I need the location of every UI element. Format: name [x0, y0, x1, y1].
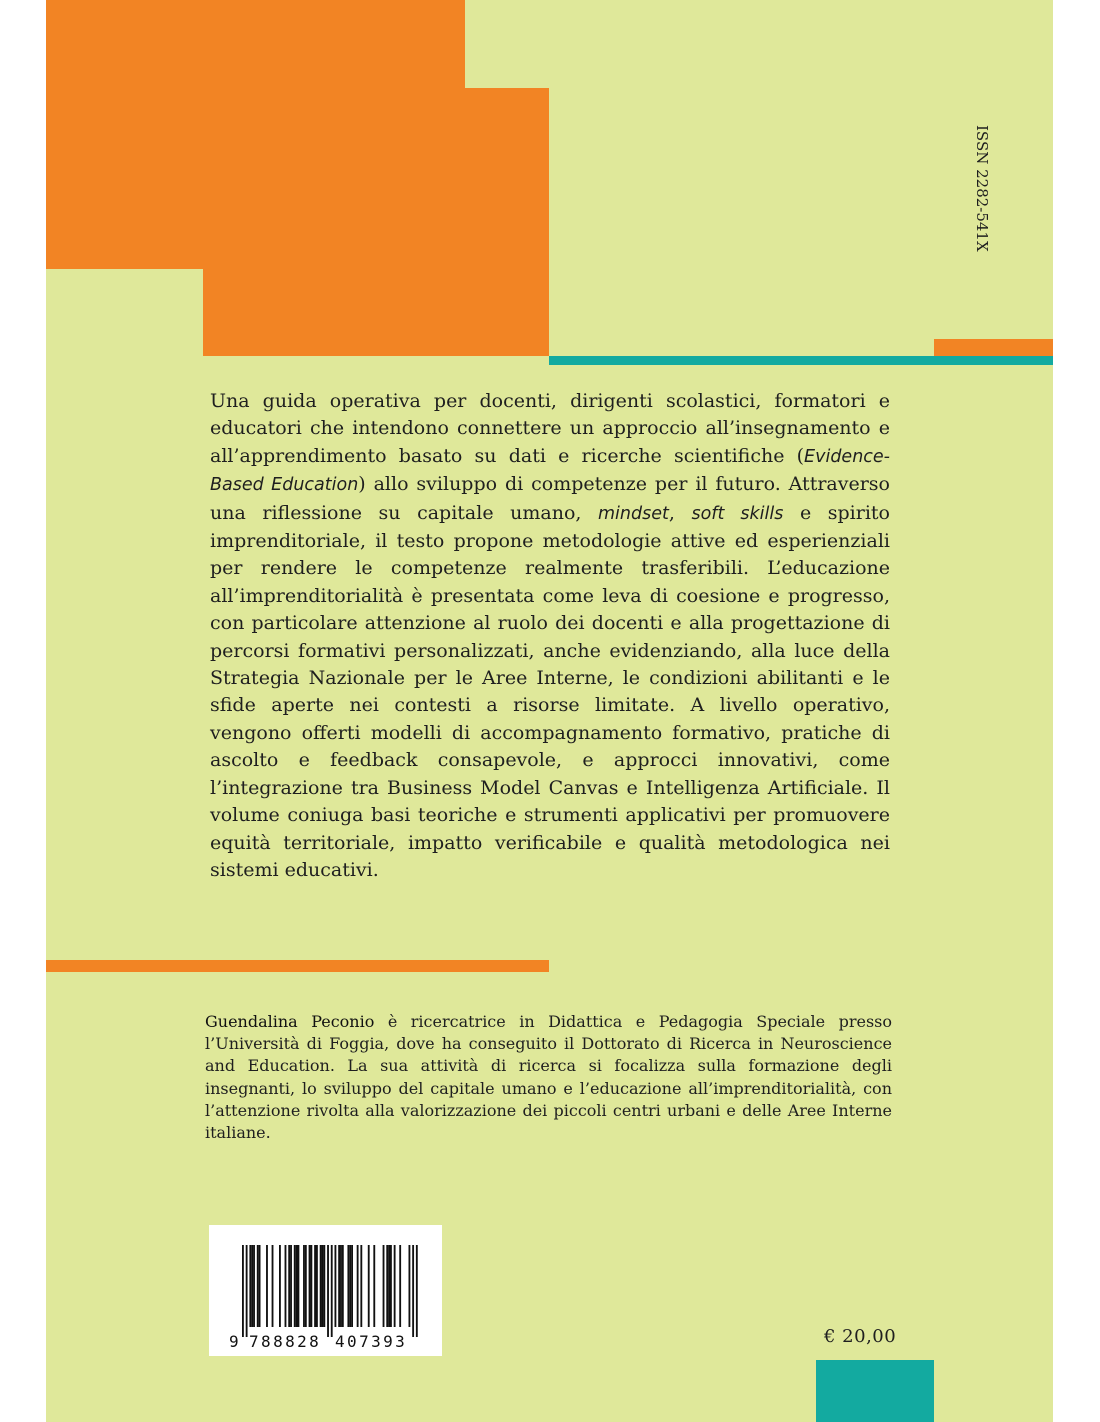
barcode-bar: [290, 1245, 292, 1327]
orange-divider: [46, 960, 549, 972]
teal-block-bottom: [816, 1360, 934, 1422]
barcode-bar: [305, 1245, 307, 1327]
barcode-bar: [249, 1245, 251, 1327]
barcode-bar: [309, 1245, 311, 1327]
barcode-bar: [360, 1245, 362, 1327]
description-segment: ) allo sviluppo di competenze per il futuro. Attraverso una riflessione su capitale umano,: [210, 473, 890, 524]
orange-block-middle: [196, 88, 291, 269]
author-name: Guendalina Peconio: [205, 1012, 375, 1031]
barcode-bar: [272, 1245, 274, 1327]
barcode-bar: [246, 1245, 248, 1337]
barcode: [209, 1225, 442, 1356]
barcode-bar: [316, 1245, 318, 1327]
description-italic-term: Evidence-Based Education: [210, 446, 890, 496]
barcode-bar: [314, 1245, 316, 1327]
barcode-digits: 9: [229, 1332, 242, 1351]
barcode-bar: [342, 1245, 344, 1327]
barcode-bar: [335, 1245, 337, 1327]
barcode-bar: [253, 1245, 255, 1327]
barcode-bar: [399, 1245, 401, 1327]
orange-block-left: [46, 0, 203, 269]
barcode-bar: [412, 1245, 414, 1337]
author-bio-text: è ricercatrice in Didattica e Pedagogia Speciale presso l’Università di Foggia, dove ha conseguito il Dottorato di Ricerca in Neuroscience and Education. La sua attività di ricerca si focalizza sulla formazione degli insegnanti, lo sviluppo del capitale umano e l’educazione all’imprenditorialità, con l’attenzione rivolta alla valorizzazione dei piccoli centri urbani e delle Aree Interne italiane.: [205, 1012, 893, 1143]
orange-block-lower: [203, 268, 303, 356]
barcode-bar: [266, 1245, 268, 1327]
barcode-digits: 788828: [249, 1332, 322, 1351]
description-segment: ,: [668, 501, 692, 524]
barcode-bar: [394, 1245, 396, 1327]
barcode-bar: [340, 1245, 342, 1327]
author-bio: [205, 1011, 892, 1144]
barcode-bar: [386, 1245, 388, 1327]
teal-rule: [549, 356, 1053, 365]
barcode-graphic: [209, 1225, 442, 1356]
description-italic-term: mindset: [598, 503, 669, 524]
barcode-bar: [351, 1245, 353, 1327]
barcode-bar: [388, 1245, 390, 1327]
barcode-bar: [320, 1245, 322, 1327]
barcode-bar: [251, 1245, 253, 1327]
barcode-bar: [310, 1245, 312, 1327]
barcode-bar: [338, 1245, 340, 1327]
barcode-bar: [349, 1245, 351, 1327]
barcode-bar: [383, 1245, 385, 1327]
barcode-bar: [285, 1245, 287, 1327]
barcode-bar: [257, 1245, 259, 1327]
description-italic-term: soft skills: [691, 503, 784, 524]
barcode-digits: 407393: [335, 1332, 408, 1351]
barcode-bar: [259, 1245, 261, 1327]
description-segment: Una guida operativa per docenti, dirigenti scolastici, formatori e educatori che intendono connettere un approccio all’insegnamento e all’apprendimento basato su dati e ricerche scientifiche (: [210, 390, 890, 467]
barcode-bar: [373, 1245, 375, 1327]
barcode-bar: [416, 1245, 418, 1337]
barcode-bar: [323, 1245, 325, 1327]
barcode-bar: [390, 1245, 392, 1327]
issn-label: ISSN 2282-541X: [973, 125, 991, 252]
barcode-bar: [322, 1245, 324, 1327]
barcode-bar: [409, 1245, 411, 1327]
description-text: [210, 388, 890, 884]
barcode-bar: [296, 1245, 298, 1327]
barcode-bar: [298, 1245, 300, 1327]
barcode-bar: [303, 1245, 305, 1327]
barcode-bar: [368, 1245, 370, 1327]
barcode-bar: [294, 1245, 296, 1327]
barcode-bar: [288, 1245, 290, 1327]
orange-accent-top-right: [934, 339, 1053, 356]
price-label: € 20,00: [824, 1326, 897, 1347]
barcode-bar: [347, 1245, 349, 1327]
barcode-bar: [242, 1245, 244, 1337]
orange-block-right: [284, 88, 549, 356]
description-segment: e spirito imprenditoriale, il testo propone metodologie attive ed esperienziali per rendere le competenze realmente trasferibili. L’educazione all’imprenditorialità è presentata come leva di coesione e progresso, con particolare attenzione al ruolo dei docenti e alla progettazione di percorsi formativi personalizzati, anche evidenziando, alla luce della Strategia Nazionale per le Aree Interne, le condizioni abilitanti e le sfide aperte nei contesti a risorse limitate. A livello operativo, vengono offerti modelli di accompagnamento formativo, pratiche di ascolto e feedback consapevole, e approcci innovativi, come l’integrazione tra Business Model Canvas e Intelligenza Artificiale. Il volume coniuga basi teoriche e strumenti applicativi per promuovere equità territoriale, impatto verificabile e qualità metodologica nei sistemi educativi.: [210, 501, 890, 881]
barcode-bar: [357, 1245, 359, 1327]
barcode-bar: [327, 1245, 329, 1337]
barcode-bar: [279, 1245, 281, 1327]
back-cover: [46, 0, 1053, 1422]
barcode-bar: [331, 1245, 333, 1337]
